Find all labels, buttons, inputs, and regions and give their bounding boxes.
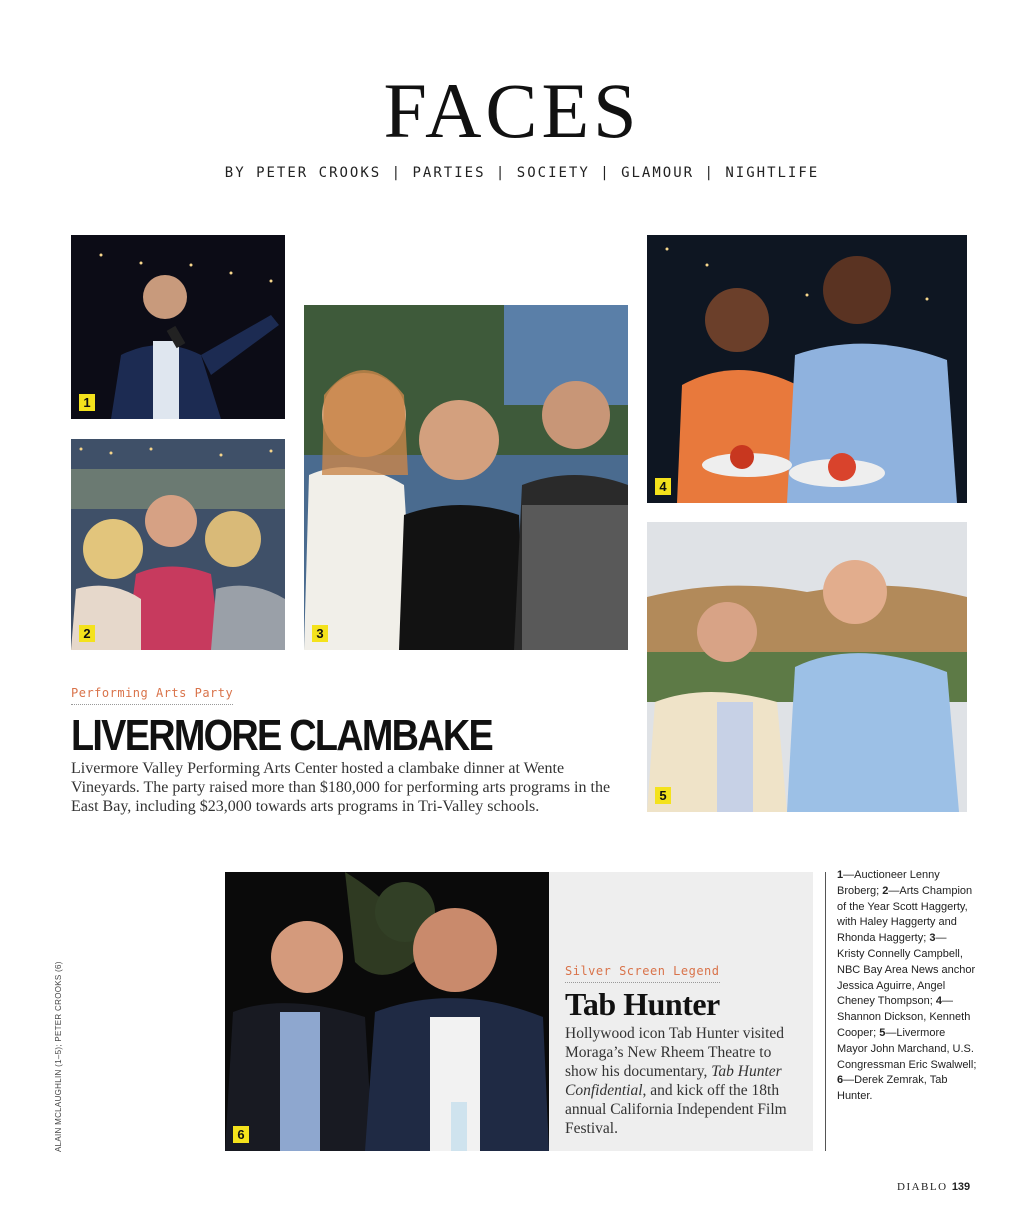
photo-number-badge: 3 bbox=[312, 625, 328, 642]
page-folio: DIABLO 139 bbox=[897, 1181, 971, 1193]
story-kicker bbox=[71, 684, 233, 705]
photo-5 bbox=[647, 522, 967, 812]
section-subnav: BY PETER CROOKS | PARTIES | SOCIETY | GLAMOUR | NIGHTLIFE bbox=[224, 165, 820, 181]
caption-divider bbox=[825, 872, 826, 1151]
photo-captions: 1—Auctioneer Lenny Broberg; 2—Arts Champion of the Year Scott Haggerty, with Haley Haggerty and Rhonda Haggerty; 3— Kristy Connelly Campbell, NBC Bay Area News anchor Jessica Aguirre, Angel Cheney Thompson; 4—Shannon Dickson, Kenneth Cooper; 5—Livermore Mayor John Marchand, U.S. Congressman Eric Swalwell; 6—Derek Zemrak, Tab Hunter. bbox=[837, 869, 977, 1103]
photo-number-badge: 1 bbox=[79, 394, 95, 411]
sidebar-headline: Tab Hunter bbox=[565, 986, 720, 1022]
photo-number-badge: 6 bbox=[233, 1126, 249, 1143]
sidebar-deck: Hollywood icon Tab Hunter visited Moraga’s New Rheem Theatre to show his documentary, Tab Hunter Confidential, and kick off the 18th annual California Independent Film Festival. bbox=[565, 1025, 787, 1137]
photo-6 bbox=[225, 872, 549, 1151]
photo-2 bbox=[71, 439, 285, 650]
masthead-title: FACES bbox=[383, 67, 641, 154]
kicker-label: Performing Arts Party bbox=[71, 686, 233, 705]
photo-number-badge: 2 bbox=[79, 625, 95, 642]
photo-3 bbox=[304, 305, 628, 650]
photo-1 bbox=[71, 235, 285, 419]
story-deck: Livermore Valley Performing Arts Center hosted a clambake dinner at Wente Vineyards. The party raised more than $180,000 for performing arts programs in the East Bay, including $23,000 towards arts programs in Tri-Valley schools. bbox=[71, 760, 611, 815]
photo-number-badge: 5 bbox=[655, 787, 671, 804]
photo-4 bbox=[647, 235, 967, 503]
photo-number-badge: 4 bbox=[655, 478, 671, 495]
film-title: Tab Hunter Confidential bbox=[565, 1063, 782, 1099]
kicker-label: Silver Screen Legend bbox=[565, 964, 720, 983]
sidebar-kicker bbox=[565, 962, 720, 983]
photo-credit: ALAIN MCLAUGHLIN (1–5); PETER CROOKS (6) bbox=[54, 961, 63, 1152]
story-headline: LIVERMORE CLAMBAKE bbox=[71, 711, 493, 760]
